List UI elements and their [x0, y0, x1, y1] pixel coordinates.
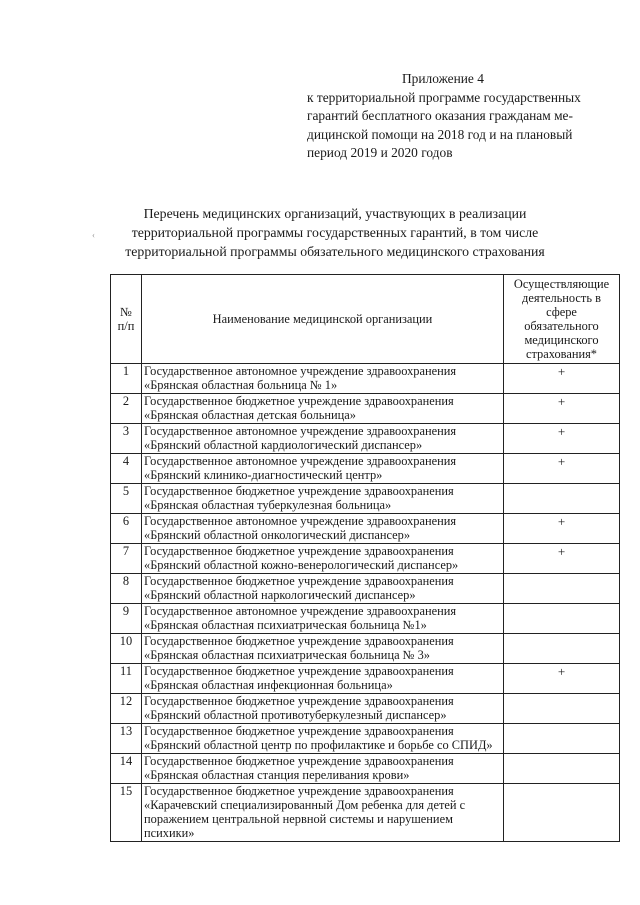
table-row	[111, 754, 620, 784]
row-number: 3	[111, 424, 142, 454]
row-number: 4	[111, 454, 142, 484]
annex-block	[307, 70, 607, 163]
column-header-number	[111, 275, 142, 364]
table-header-row	[111, 275, 620, 364]
header-oms-line: сфере	[546, 305, 577, 319]
organization-name-line: «Брянская областная станция переливания крови»	[144, 768, 410, 782]
organization-name	[142, 424, 504, 454]
oms-mark: +	[504, 364, 620, 394]
row-number: 1	[111, 364, 142, 394]
organization-name	[142, 604, 504, 634]
oms-mark	[504, 724, 620, 754]
organization-name-line: «Брянская областная инфекционная больница»	[144, 678, 393, 692]
header-oms-line: Осуществляющие	[513, 277, 610, 291]
organization-name-line: Государственное бюджетное учреждение здравоохранения	[144, 754, 454, 768]
oms-mark: +	[504, 514, 620, 544]
header-oms-line: обязательного	[524, 319, 599, 333]
organization-name-line: Государственное автономное учреждение здравоохранения	[144, 364, 457, 378]
organization-name-line: психики»	[144, 826, 195, 840]
annex-heading: Приложение 4	[402, 71, 484, 86]
title-line: территориальной программы государственных гарантий, в том числе	[131, 225, 539, 240]
organization-name-line: «Брянский областной кожно-венерологический диспансер»	[144, 558, 459, 572]
organization-name-line: Государственное бюджетное учреждение здравоохранения	[144, 544, 454, 558]
organization-name-line: Государственное бюджетное учреждение здравоохранения	[144, 574, 454, 588]
table-row	[111, 514, 620, 544]
organization-name-line: «Брянский областной центр по профилактике и борьбе со СПИД»	[144, 738, 493, 752]
organization-name	[142, 454, 504, 484]
table-row	[111, 574, 620, 604]
header-oms-line: деятельность в	[522, 291, 601, 305]
organization-name-line: «Брянская областная психиатрическая больница №1»	[144, 618, 427, 632]
oms-mark: +	[504, 394, 620, 424]
row-number: 2	[111, 394, 142, 424]
oms-mark	[504, 694, 620, 724]
organization-name	[142, 484, 504, 514]
oms-mark: +	[504, 544, 620, 574]
organization-name-line: Государственное бюджетное учреждение здравоохранения	[144, 484, 454, 498]
organization-name	[142, 784, 504, 842]
oms-mark: +	[504, 424, 620, 454]
table-row	[111, 724, 620, 754]
organization-name-line: Государственное автономное учреждение здравоохранения	[144, 424, 457, 438]
annex-line: гарантий бесплатного оказания гражданам ме-	[307, 108, 573, 123]
organization-name-line: Государственное автономное учреждение здравоохранения	[144, 454, 457, 468]
row-number: 5	[111, 484, 142, 514]
document-title	[100, 204, 570, 261]
table-row	[111, 424, 620, 454]
row-number: 9	[111, 604, 142, 634]
scan-speck: ‹	[92, 230, 95, 240]
oms-mark	[504, 634, 620, 664]
organization-name-line: Государственное бюджетное учреждение здравоохранения	[144, 664, 454, 678]
organization-name	[142, 694, 504, 724]
organization-name-line: Государственное бюджетное учреждение здравоохранения	[144, 724, 454, 738]
row-number: 14	[111, 754, 142, 784]
organization-name	[142, 574, 504, 604]
organization-name	[142, 634, 504, 664]
table-row	[111, 394, 620, 424]
row-number: 8	[111, 574, 142, 604]
organization-name-line: «Брянский областной противотуберкулезный диспансер»	[144, 708, 447, 722]
oms-mark	[504, 784, 620, 842]
row-number: 6	[111, 514, 142, 544]
oms-mark	[504, 574, 620, 604]
annex-line: к территориальной программе государственных	[307, 89, 581, 105]
table-row	[111, 454, 620, 484]
organization-name-line: «Брянская областная детская больница»	[144, 408, 356, 422]
oms-mark	[504, 754, 620, 784]
organization-name-line: Государственное автономное учреждение здравоохранения	[144, 514, 457, 528]
organization-name-line: «Карачевский специализированный Дом ребенка для детей с	[144, 798, 466, 812]
title-line: Перечень медицинских организаций, участвующих в реализации	[143, 206, 527, 221]
annex-line: дицинской помощи на 2018 год и на плановый	[307, 126, 573, 142]
header-number-line: п/п	[117, 319, 135, 333]
row-number: 10	[111, 634, 142, 664]
title-line: территориальной программы обязательного медицинского страхования	[125, 244, 545, 259]
organization-name-line: «Брянская областная психиатрическая больница № 3»	[144, 648, 430, 662]
table-row	[111, 664, 620, 694]
organizations-table	[110, 274, 620, 842]
organization-name	[142, 754, 504, 784]
header-oms-line: медицинского	[524, 333, 599, 347]
oms-mark: +	[504, 454, 620, 484]
table-row	[111, 544, 620, 574]
organization-name-line: «Брянский областной онкологический диспансер»	[144, 528, 411, 542]
table-row	[111, 364, 620, 394]
row-number: 12	[111, 694, 142, 724]
organization-name	[142, 364, 504, 394]
organization-name-line: «Брянский областной кардиологический диспансер»	[144, 438, 423, 452]
organization-name-line: Государственное бюджетное учреждение здравоохранения	[144, 634, 454, 648]
row-number: 11	[111, 664, 142, 694]
organization-name-line: «Брянская областная туберкулезная больница»	[144, 498, 392, 512]
table-row	[111, 694, 620, 724]
organization-name	[142, 514, 504, 544]
organization-name	[142, 724, 504, 754]
organization-name-line: Государственное бюджетное учреждение здравоохранения	[144, 694, 454, 708]
table-row	[111, 634, 620, 664]
table-row	[111, 784, 620, 842]
header-number-line: №	[120, 305, 132, 319]
organization-name	[142, 544, 504, 574]
organization-name-line: «Брянский клинико-диагностический центр»	[144, 468, 383, 482]
organization-name-line: Государственное бюджетное учреждение здравоохранения	[144, 394, 454, 408]
organization-name-line: Государственное автономное учреждение здравоохранения	[144, 604, 457, 618]
column-header-name: Наименование медицинской организации	[142, 275, 504, 364]
organization-name-line: поражением центральной нервной системы и нарушением	[144, 812, 453, 826]
row-number: 13	[111, 724, 142, 754]
oms-mark: +	[504, 664, 620, 694]
oms-mark	[504, 484, 620, 514]
organization-name-line: «Брянская областная больница № 1»	[144, 378, 338, 392]
header-oms-line: страхования*	[525, 347, 598, 361]
annex-line: период 2019 и 2020 годов	[307, 145, 453, 160]
oms-mark	[504, 604, 620, 634]
table-row	[111, 604, 620, 634]
organization-name	[142, 664, 504, 694]
row-number: 15	[111, 784, 142, 842]
organization-name-line: Государственное бюджетное учреждение здравоохранения	[144, 784, 454, 798]
table-row	[111, 484, 620, 514]
row-number: 7	[111, 544, 142, 574]
organization-name	[142, 394, 504, 424]
organization-name-line: «Брянский областной наркологический диспансер»	[144, 588, 416, 602]
column-header-oms	[504, 275, 620, 364]
